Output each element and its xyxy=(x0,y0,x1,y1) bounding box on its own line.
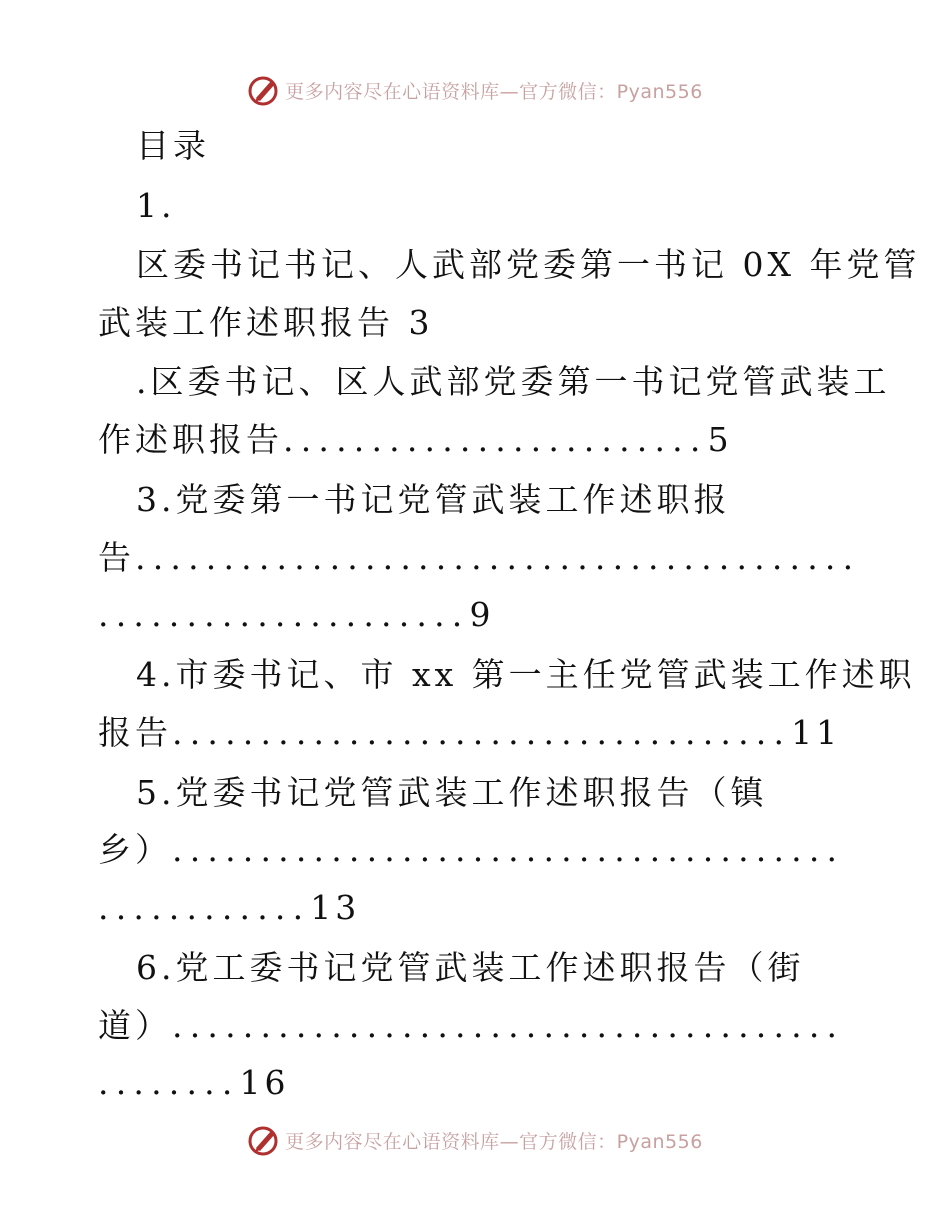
toc-entry-6-line-1: 6.党工委书记党管武装工作述职报告（街 xyxy=(136,948,805,987)
toc-entry-3-leader-2: ..................... xyxy=(98,595,470,634)
header-text: 更多内容尽在心语资料库—官方微信：Pyan556 xyxy=(285,80,703,103)
toc-entry-3-text: 告 xyxy=(98,538,135,577)
toc-entry-3-line-1: 3.党委第一书记党管武装工作述职报 xyxy=(136,480,731,519)
toc-entry-5-text: 乡） xyxy=(98,830,172,869)
toc-entry-5-line-2 xyxy=(98,830,844,870)
header-watermark xyxy=(0,70,950,110)
toc-entry-6-leader: ...................................... xyxy=(172,1006,845,1045)
toc-entry-5-line-3 xyxy=(98,888,360,928)
toc-entry-5-page: 13 xyxy=(310,888,361,927)
toc-entry-3-leader: ......................................... xyxy=(135,538,861,577)
toc-entry-6-page: 16 xyxy=(239,1063,290,1102)
toc-entry-1-line-1: 区委书记书记、人武部党委第一书记 0X 年党管 xyxy=(136,245,921,284)
toc-entry-5-line-1: 5.党委书记党管武装工作述职报告（镇 xyxy=(136,773,768,812)
toc-entry-2-leader: ........................ xyxy=(283,420,708,459)
toc-entry-4-line-1: 4.市委书记、市 xx 第一主任党管武装工作述职 xyxy=(136,655,916,694)
toc-entry-4-page: 11 xyxy=(791,713,842,752)
toc-entry-1-number: 1. xyxy=(136,186,176,225)
toc-entry-6-text: 道） xyxy=(98,1006,172,1045)
toc-entry-2-line-2 xyxy=(98,420,733,460)
toc-entry-6-line-3 xyxy=(98,1063,290,1103)
toc-entry-2-line-1: .区委书记、区人武部党委第一书记党管武装工 xyxy=(136,362,891,401)
toc-entry-5-leader: ...................................... xyxy=(172,830,845,869)
footer-watermark xyxy=(0,1120,950,1160)
toc-entry-6-leader-2: ........ xyxy=(98,1063,240,1102)
toc-entry-4-text: 报告 xyxy=(98,713,172,752)
toc-entry-3-page: 9 xyxy=(469,595,495,634)
toc-entry-4-leader: ................................... xyxy=(172,713,792,752)
toc-entry-4-line-2 xyxy=(98,713,841,753)
footer-text: 更多内容尽在心语资料库—官方微信：Pyan556 xyxy=(285,1130,703,1153)
toc-entry-1-line-2: 武装工作述职报告 3 xyxy=(98,303,434,342)
toc-title: 目录 xyxy=(136,126,210,165)
toc-entry-5-leader-2: ............ xyxy=(98,888,311,927)
pen-logo-icon xyxy=(247,1123,281,1157)
toc-entry-3-line-2 xyxy=(98,538,860,578)
toc-entry-2-text: 作述职报告 xyxy=(98,420,283,459)
toc-entry-6-line-2 xyxy=(98,1006,844,1046)
toc-entry-2-page: 5 xyxy=(707,420,733,459)
toc-entry-3-line-3 xyxy=(98,595,495,635)
pen-logo-icon xyxy=(247,73,281,107)
